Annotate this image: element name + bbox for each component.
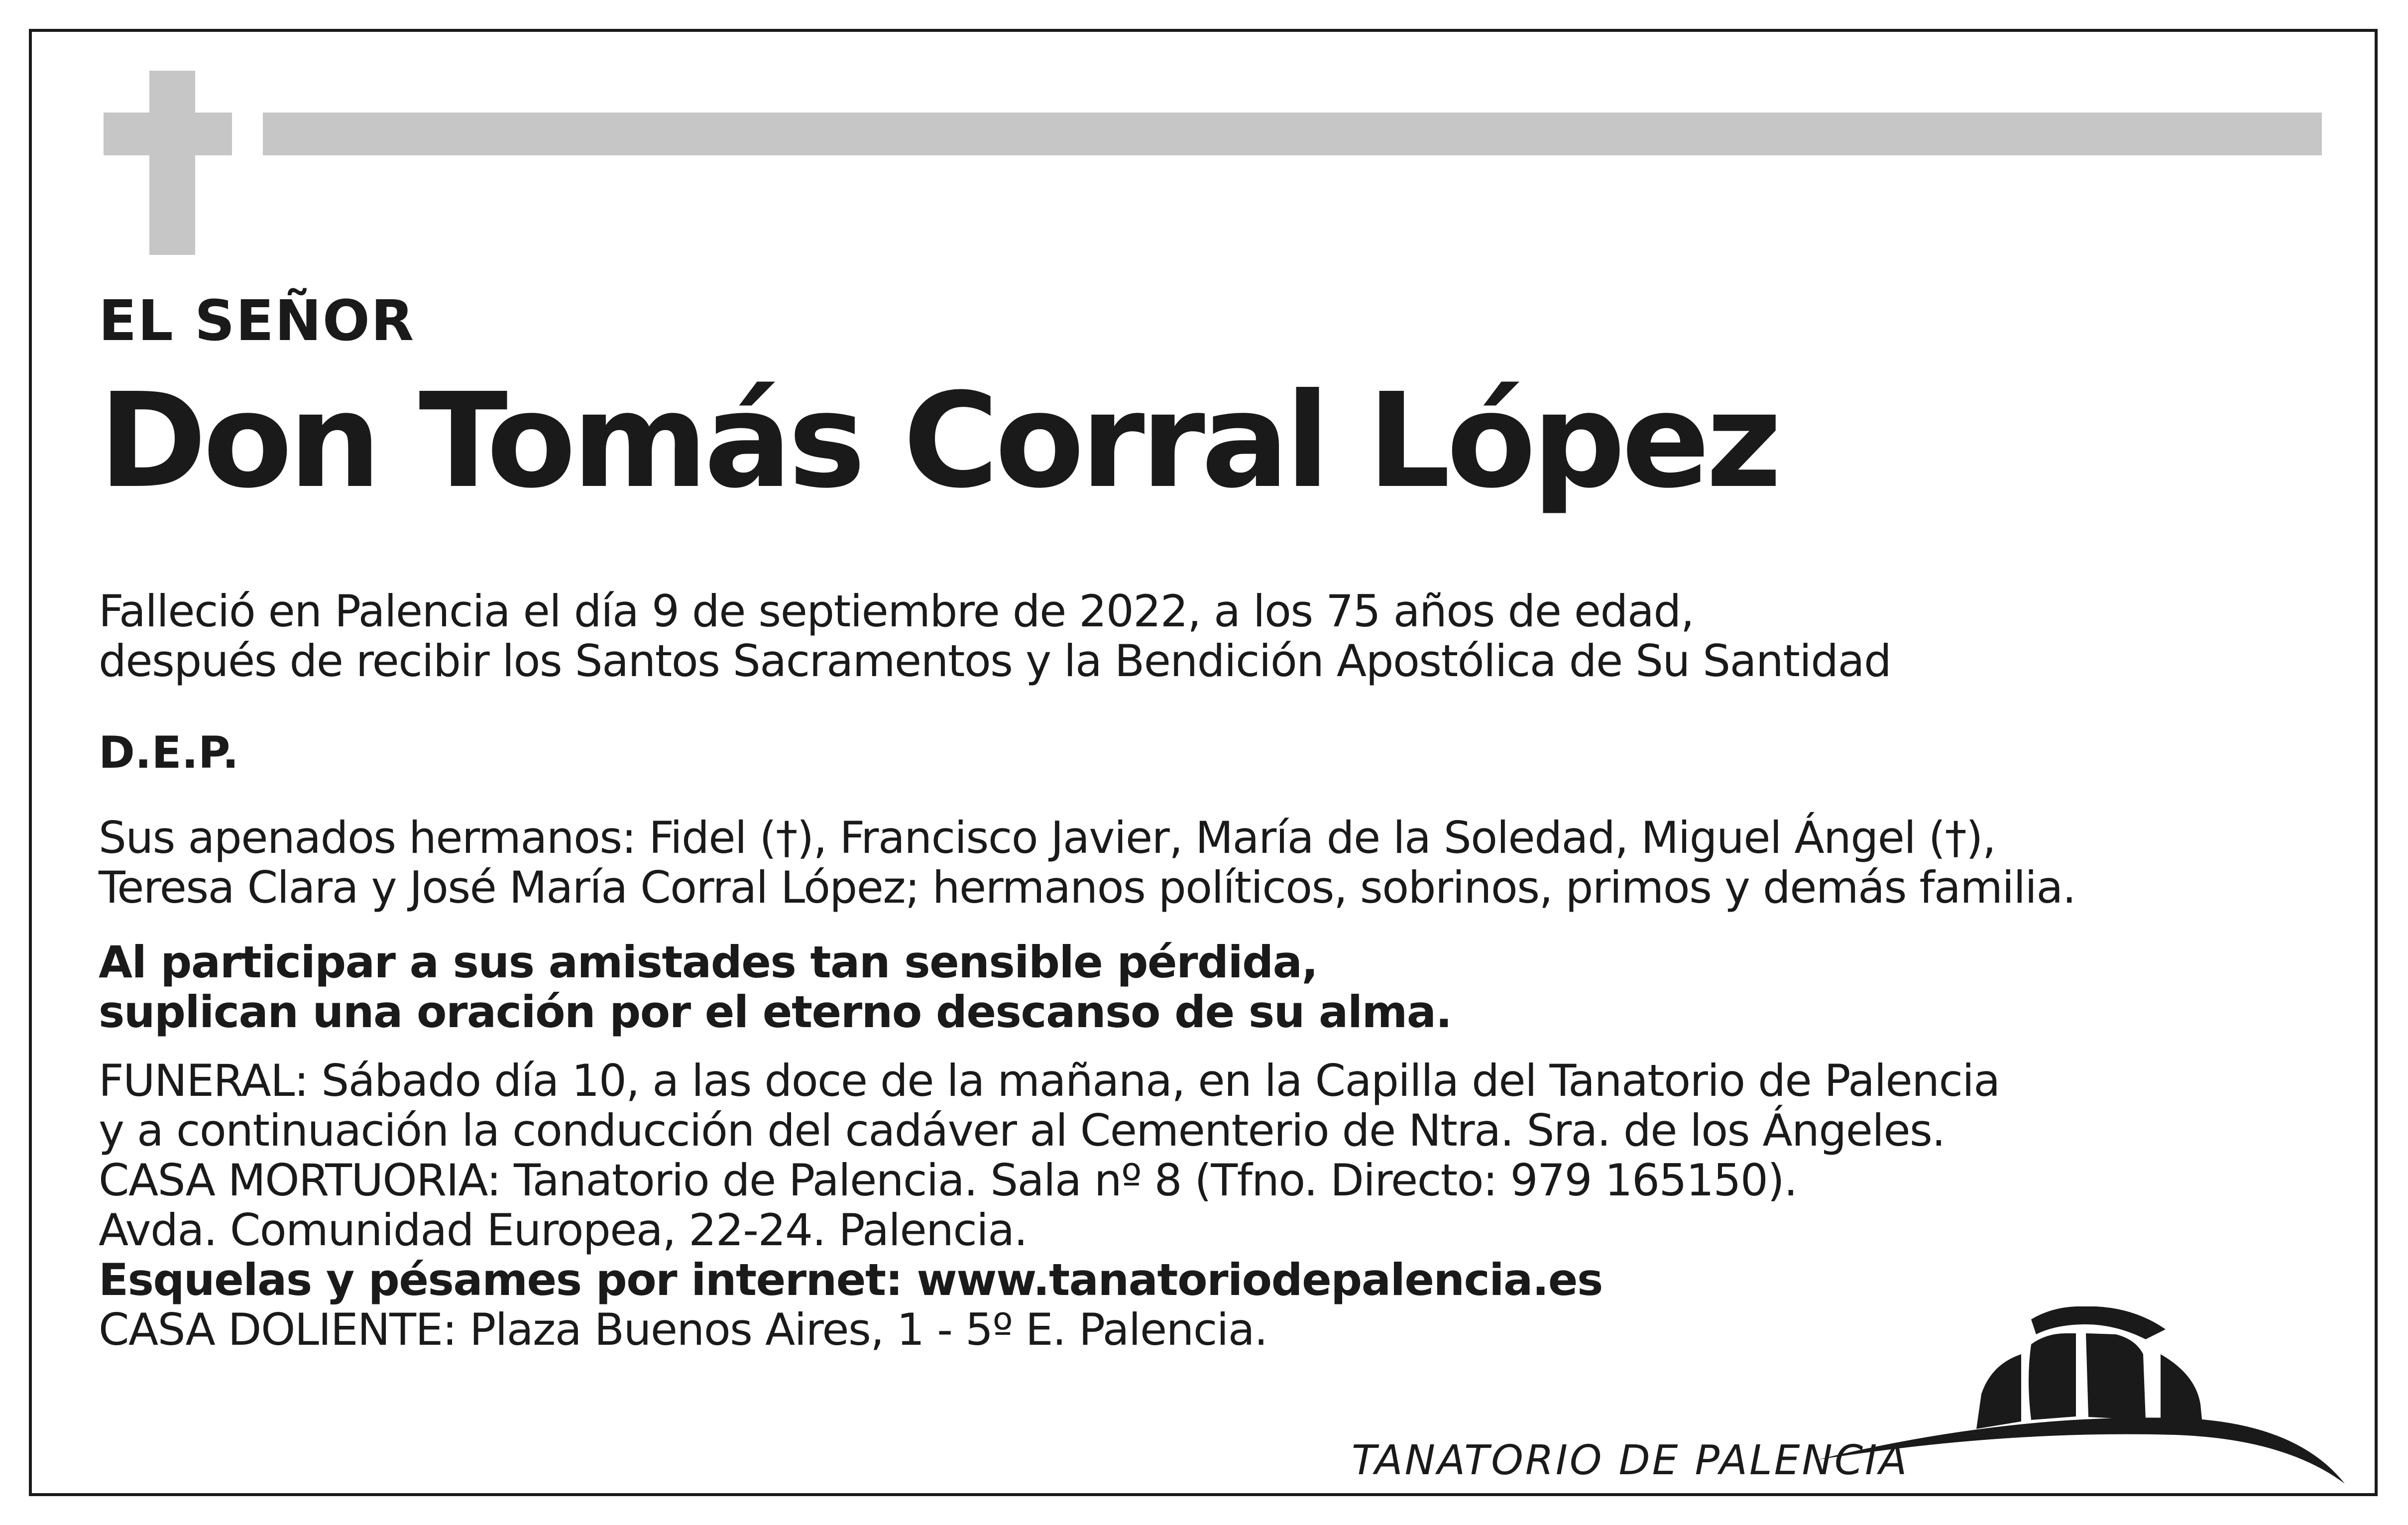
honorific-prefix: EL SEÑOR bbox=[99, 289, 415, 353]
request-line: suplican una oración por el eterno descanso de su alma. bbox=[99, 986, 1452, 1038]
cross-icon-horizontal bbox=[104, 113, 232, 155]
mourning-home-line: CASA DOLIENTE: Plaza Buenos Aires, 1 - 5º E. Palencia. bbox=[99, 1304, 1267, 1355]
family-paragraph bbox=[99, 813, 2075, 913]
funeral-line: FUNERAL: Sábado día 10, a las doce de la mañana, en la Capilla del Tanatorio de Palencia bbox=[99, 1055, 2000, 1106]
death-notice-line: después de recibir los Santos Sacramentos y la Bendición Apostólica de Su Santidad bbox=[99, 635, 1891, 687]
death-notice bbox=[99, 587, 1891, 686]
cross-icon-vertical bbox=[149, 71, 195, 255]
funeral-line: y a continuación la conducción del cadáver al Cementerio de Ntra. Sra. de los Ángeles. bbox=[99, 1105, 1945, 1156]
deceased-name: Don Tomás Corral López bbox=[99, 365, 1778, 517]
request-paragraph bbox=[99, 938, 1452, 1037]
request-line: Al participar a sus amistades tan sensible pérdida, bbox=[99, 937, 1318, 988]
address-line: Avda. Comunidad Europea, 22-24. Palencia. bbox=[99, 1204, 1028, 1256]
death-notice-line: Falleció en Palencia el día 9 de septiembre de 2022, a los 75 años de edad, bbox=[99, 586, 1694, 637]
family-line: Sus apenados hermanos: Fidel (†), Francisco Javier, María de la Soledad, Miguel Ángel (†), bbox=[99, 812, 1996, 863]
dep-label: D.E.P. bbox=[99, 727, 239, 778]
tanatorio-logo-text: TANATORIO DE PALENCIA bbox=[1352, 1437, 1909, 1484]
internet-line: Esquelas y pésames por internet: www.tanatoriodepalencia.es bbox=[99, 1254, 1603, 1305]
header-rule bbox=[263, 113, 2322, 155]
mortuary-line: CASA MORTUORIA: Tanatorio de Palencia. Sala nº 8 (Tfno. Directo: 979 165150). bbox=[99, 1155, 1797, 1206]
funeral-details bbox=[99, 1056, 2000, 1355]
family-line: Teresa Clara y José María Corral López; hermanos políticos, sobrinos, primos y demás familia. bbox=[99, 862, 2076, 913]
